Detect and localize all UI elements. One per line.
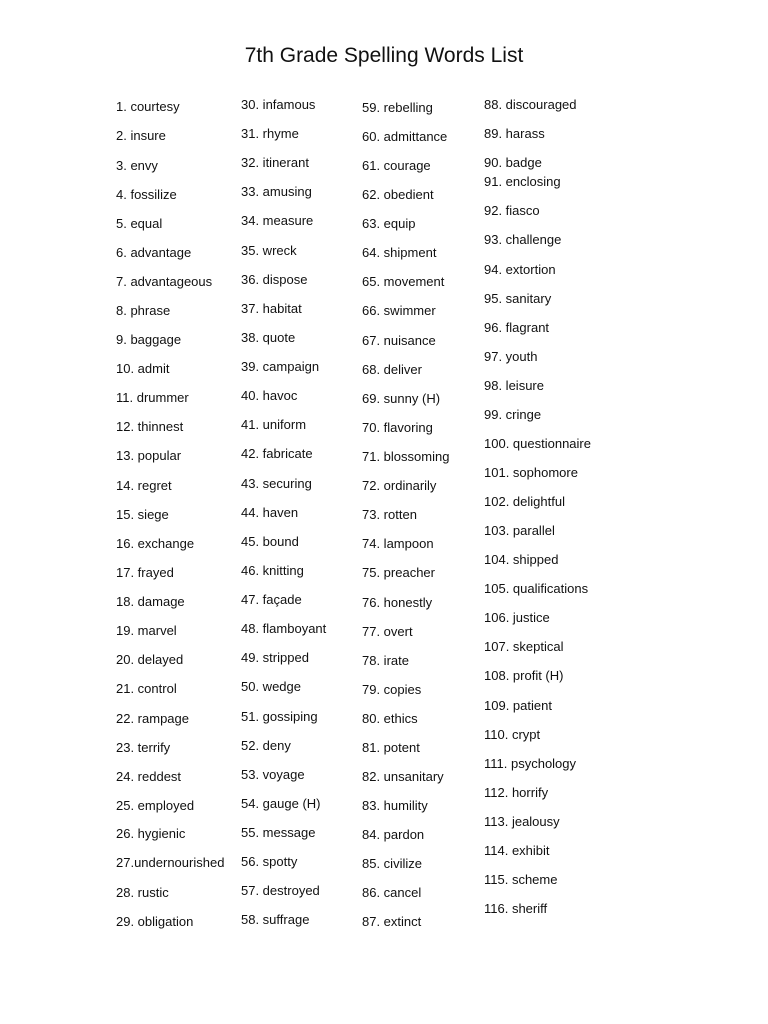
word-list-item: 2. insure	[116, 128, 166, 143]
word-list-item: 65. movement	[362, 274, 445, 289]
word-list-item: 57. destroyed	[241, 883, 320, 898]
word-list-item: 54. gauge (H)	[241, 796, 321, 811]
word-list-item: 27.undernourished	[116, 855, 225, 870]
word-list-item: 34. measure	[241, 213, 314, 228]
page-title: 7th Grade Spelling Words List	[244, 44, 524, 67]
word-list-item: 8. phrase	[116, 303, 171, 318]
word-list-item: 47. façade	[241, 592, 302, 607]
word-list-item: 83. humility	[362, 798, 428, 813]
word-list-item: 63. equip	[362, 216, 416, 231]
word-list-item: 89. harass	[484, 126, 545, 141]
word-list-item: 12. thinnest	[116, 419, 184, 434]
word-list-item: 60. admittance	[362, 129, 448, 144]
word-list-item: 93. challenge	[484, 232, 562, 247]
word-list-item: 71. blossoming	[362, 449, 450, 464]
word-list-item: 36. dispose	[241, 272, 308, 287]
word-list-item: 14. regret	[116, 478, 172, 493]
word-list-item: 75. preacher	[362, 565, 435, 580]
word-list-item: 13. popular	[116, 448, 182, 463]
word-list-item: 29. obligation	[116, 914, 194, 929]
word-list-item: 58. suffrage	[241, 912, 310, 927]
word-list-item: 52. deny	[241, 738, 291, 753]
word-list-item: 97. youth	[484, 349, 538, 364]
word-list-item: 4. fossilize	[116, 187, 177, 202]
word-list-item: 42. fabricate	[241, 446, 313, 461]
word-list-item: 98. leisure	[484, 378, 544, 393]
word-list-item: 109. patient	[484, 698, 552, 713]
word-list-item: 33. amusing	[241, 184, 312, 199]
word-list-item: 108. profit (H)	[484, 668, 564, 683]
word-list-item: 68. deliver	[362, 362, 422, 377]
word-list-item: 72. ordinarily	[362, 478, 437, 493]
word-list-item: 103. parallel	[484, 523, 555, 538]
word-list-item: 28. rustic	[116, 885, 169, 900]
word-list-item: 107. skeptical	[484, 639, 564, 654]
word-list-item: 67. nuisance	[362, 333, 436, 348]
word-list-item: 30. infamous	[241, 97, 316, 112]
word-list-item: 46. knitting	[241, 563, 304, 578]
word-list-item: 22. rampage	[116, 711, 189, 726]
word-list-item: 92. fiasco	[484, 203, 540, 218]
word-list-item: 66. swimmer	[362, 303, 436, 318]
word-list-item: 37. habitat	[241, 301, 302, 316]
word-list-item: 19. marvel	[116, 623, 177, 638]
word-list-item: 55. message	[241, 825, 316, 840]
word-list-item: 15. siege	[116, 507, 169, 522]
word-list-item: 105. qualifications	[484, 581, 589, 596]
word-list-item: 49. stripped	[241, 650, 309, 665]
word-list-item: 85. civilize	[362, 856, 422, 871]
word-list-item: 116. sheriff	[484, 901, 548, 916]
word-list-item: 102. delightful	[484, 494, 565, 509]
word-list-item: 113. jealousy	[484, 814, 560, 829]
word-list-item: 78. irate	[362, 653, 409, 668]
word-list-item: 110. crypt	[484, 727, 541, 742]
word-list-item: 44. haven	[241, 505, 299, 520]
word-list-item: 106. justice	[484, 610, 550, 625]
word-list-item: 99. cringe	[484, 407, 542, 422]
word-list-item: 62. obedient	[362, 187, 434, 202]
word-list-item: 45. bound	[241, 534, 299, 549]
word-list-item: 40. havoc	[241, 388, 298, 403]
word-list-item: 25. employed	[116, 798, 195, 813]
word-list-item: 32. itinerant	[241, 155, 309, 170]
word-list-item: 73. rotten	[362, 507, 417, 522]
word-list-item: 53. voyage	[241, 767, 305, 782]
word-list-item: 76. honestly	[362, 595, 433, 610]
word-list-item: 5. equal	[116, 216, 163, 231]
word-list-item: 112. horrify	[484, 785, 549, 800]
word-list-item: 79. copies	[362, 682, 422, 697]
word-list-item: 39. campaign	[241, 359, 320, 374]
word-list-item: 21. control	[116, 681, 177, 696]
word-list-item: 23. terrify	[116, 740, 171, 755]
word-list-item: 50. wedge	[241, 679, 301, 694]
word-list-item: 20. delayed	[116, 652, 184, 667]
word-list-item: 84. pardon	[362, 827, 425, 842]
word-list-item: 26. hygienic	[116, 826, 186, 841]
word-list-item: 100. questionnaire	[484, 436, 591, 451]
word-list-item: 77. overt	[362, 624, 413, 639]
word-list-item: 43. securing	[241, 476, 312, 491]
word-list-item: 56. spotty	[241, 854, 298, 869]
word-list-item: 91. enclosing	[484, 174, 561, 189]
word-list-item: 1. courtesy	[116, 99, 180, 114]
word-list-item: 69. sunny (H)	[362, 391, 441, 406]
word-list-item: 74. lampoon	[362, 536, 434, 551]
word-list-item: 11. drummer	[116, 390, 189, 405]
word-list-item: 31. rhyme	[241, 126, 299, 141]
word-list-item: 87. extinct	[362, 914, 422, 929]
word-list-item: 96. flagrant	[484, 320, 550, 335]
word-list-item: 95. sanitary	[484, 291, 552, 306]
word-list-item: 59. rebelling	[362, 100, 433, 115]
word-list-item: 38. quote	[241, 330, 296, 345]
word-list-item: 16. exchange	[116, 536, 195, 551]
word-list-item: 88. discouraged	[484, 97, 577, 112]
word-list-item: 41. uniform	[241, 417, 307, 432]
word-list-item: 104. shipped	[484, 552, 559, 567]
word-list-item: 10. admit	[116, 361, 170, 376]
word-list-item: 64. shipment	[362, 245, 437, 260]
word-list-item: 6. advantage	[116, 245, 192, 260]
word-list-item: 80. ethics	[362, 711, 418, 726]
word-list-item: 82. unsanitary	[362, 769, 444, 784]
word-list-item: 114. exhibit	[484, 843, 550, 858]
word-list-item: 7. advantageous	[116, 274, 213, 289]
word-list-item: 90. badge	[484, 155, 542, 170]
word-list-item: 35. wreck	[241, 243, 297, 258]
word-list-item: 94. extortion	[484, 262, 556, 277]
word-list-item: 115. scheme	[484, 872, 558, 887]
word-list-item: 48. flamboyant	[241, 621, 327, 636]
word-list-item: 24. reddest	[116, 769, 182, 784]
word-list-item: 18. damage	[116, 594, 185, 609]
word-list-item: 70. flavoring	[362, 420, 433, 435]
word-list-item: 61. courage	[362, 158, 431, 173]
word-list-item: 9. baggage	[116, 332, 182, 347]
word-list-item: 51. gossiping	[241, 709, 318, 724]
word-list-item: 17. frayed	[116, 565, 174, 580]
word-list-item: 101. sophomore	[484, 465, 578, 480]
word-list-item: 111. psychology	[484, 756, 577, 771]
word-list-item: 3. envy	[116, 158, 158, 173]
word-list-item: 81. potent	[362, 740, 420, 755]
word-list-item: 86. cancel	[362, 885, 422, 900]
